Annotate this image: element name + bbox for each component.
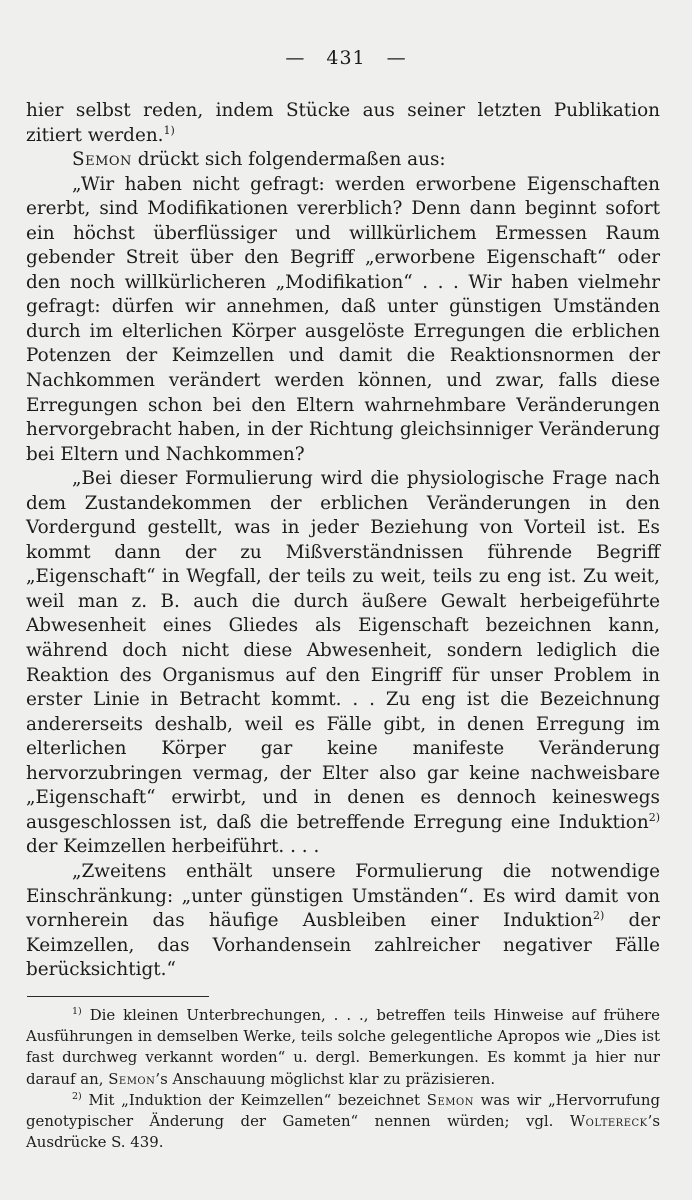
author-name: Semon <box>108 1069 156 1088</box>
footnote-divider <box>27 996 209 997</box>
footnote-text: ’s Anschauung möglichst klar zu präzisieren. <box>155 1069 496 1088</box>
footnote-text: ’s Ausdrücke S. 439. <box>26 1112 660 1152</box>
header-dash-left: — <box>285 47 306 69</box>
paragraph-intro <box>26 148 660 173</box>
footnote-text: Mit „Induktion der Keimzellen“ bezeichnet <box>81 1090 427 1109</box>
author-name: Woltereck <box>569 1112 648 1131</box>
main-text <box>26 99 660 983</box>
author-name: Semon <box>426 1090 474 1109</box>
footnote-marker-2: 2) <box>72 1090 82 1102</box>
author-name: Semon <box>72 149 132 171</box>
quote-paragraph-2 <box>26 467 660 860</box>
paragraph-continuation <box>26 99 660 148</box>
footnote-2 <box>26 1090 660 1154</box>
page-number: 431 <box>326 47 366 69</box>
paragraph-text: der Keimzellen, das Vorhandensein zahlreicher negativer Fälle berücksichtigt.“ <box>26 910 660 981</box>
footnote-ref-1: 1) <box>163 123 175 137</box>
footnote-text: was wir „Hervorrufung genotypischer Änderung der Gameten“ nennen würden; vgl. <box>26 1090 660 1131</box>
header-dash-right: — <box>386 47 407 69</box>
quote-paragraph-3 <box>26 860 660 983</box>
page-header <box>0 47 692 69</box>
paragraph-text: hier selbst reden, indem Stücke aus seiner letzten Publikation zitiert werden. <box>26 100 660 146</box>
paragraph-text: „Bei dieser Formulierung wird die physiologische Frage nach dem Zustandekommen der erblichen Veränderungen in den Vordergund gestellt, was in jeder Beziehung von Vorteil ist. Es kommt dann der zu Mißverständnissen führende Begriff „Eigenschaft“ in Wegfall, der teils zu weit, teils zu eng ist. Zu weit, weil man z. B. auch die durch äußere Gewalt herbeigeführte Abwesenheit eines Gliedes als Eigenschaft bezeichnen kann, während doch nicht diese Abwesenheit, sondern lediglich die Reaktion des Organismus auf den Eingriff für unser Problem in erster Linie in Betracht kommt. . . Zu eng ist die Bezeichnung andererseits deshalb, weil es Fälle gibt, in denen Erregung im elterlichen Körper gar keine manifeste Veränderung hervorzubringen vermag, der Elter also gar keine nachweisbare „Eigenschaft“ erwirbt, und in denen es dennoch keineswegs ausgeschlossen ist, daß die betreffende Erregung eine Induktion <box>26 468 660 833</box>
footnote-1 <box>26 1005 660 1090</box>
paragraph-text: der Keimzellen herbeiführt. . . . <box>26 836 320 858</box>
footnote-text: Die kleinen Unterbrechungen, . . ., betreffen teils Hinweise auf frühere Ausführungen in demselben Werke, teils solche gelegentliche Apropos wie „Dies ist fast durchweg verkannt worden“ u. dergl. Bemerkungen. Es kommt ja hier nur darauf an, <box>26 1006 660 1088</box>
footnote-marker-1: 1) <box>72 1006 82 1017</box>
footnotes <box>26 1005 660 1153</box>
paragraph-text: „Zweitens enthält unsere Formulierung die notwendige Einschränkung: „unter günstigen Umständen“. Es wird damit von vornherein das häufige Ausbleiben einer Induktion <box>26 860 660 932</box>
paragraph-text: drückt sich folgendermaßen aus: <box>131 149 446 171</box>
footnote-ref-2: 2) <box>593 909 605 923</box>
footnote-ref-2: 2) <box>648 810 660 824</box>
quote-paragraph-1: „Wir haben nicht gefragt: werden erworbene Eigenschaften ererbt, sind Modifikationen vererblich? Denn dann beginnt sofort ein höchst überflüssiger und willkürlichem Ermessen Raum gebender Streit über den Begriff „erworbene Eigenschaft“ oder den noch willkürlicheren „Modifikation“ . . . Wir haben vielmehr gefragt: dürfen wir annehmen, daß unter günstigen Umständen durch im elterlichen Körper ausgelöste Erregungen die erblichen Potenzen der Keimzellen und damit die Reaktionsnormen der Nachkommen verändert werden können, und zwar, falls diese Erregungen schon bei den Eltern wahrnehmbare Veränderungen hervorgebracht haben, in der Richtung gleichsinniger Veränderung bei Eltern und Nachkommen? <box>26 173 660 465</box>
